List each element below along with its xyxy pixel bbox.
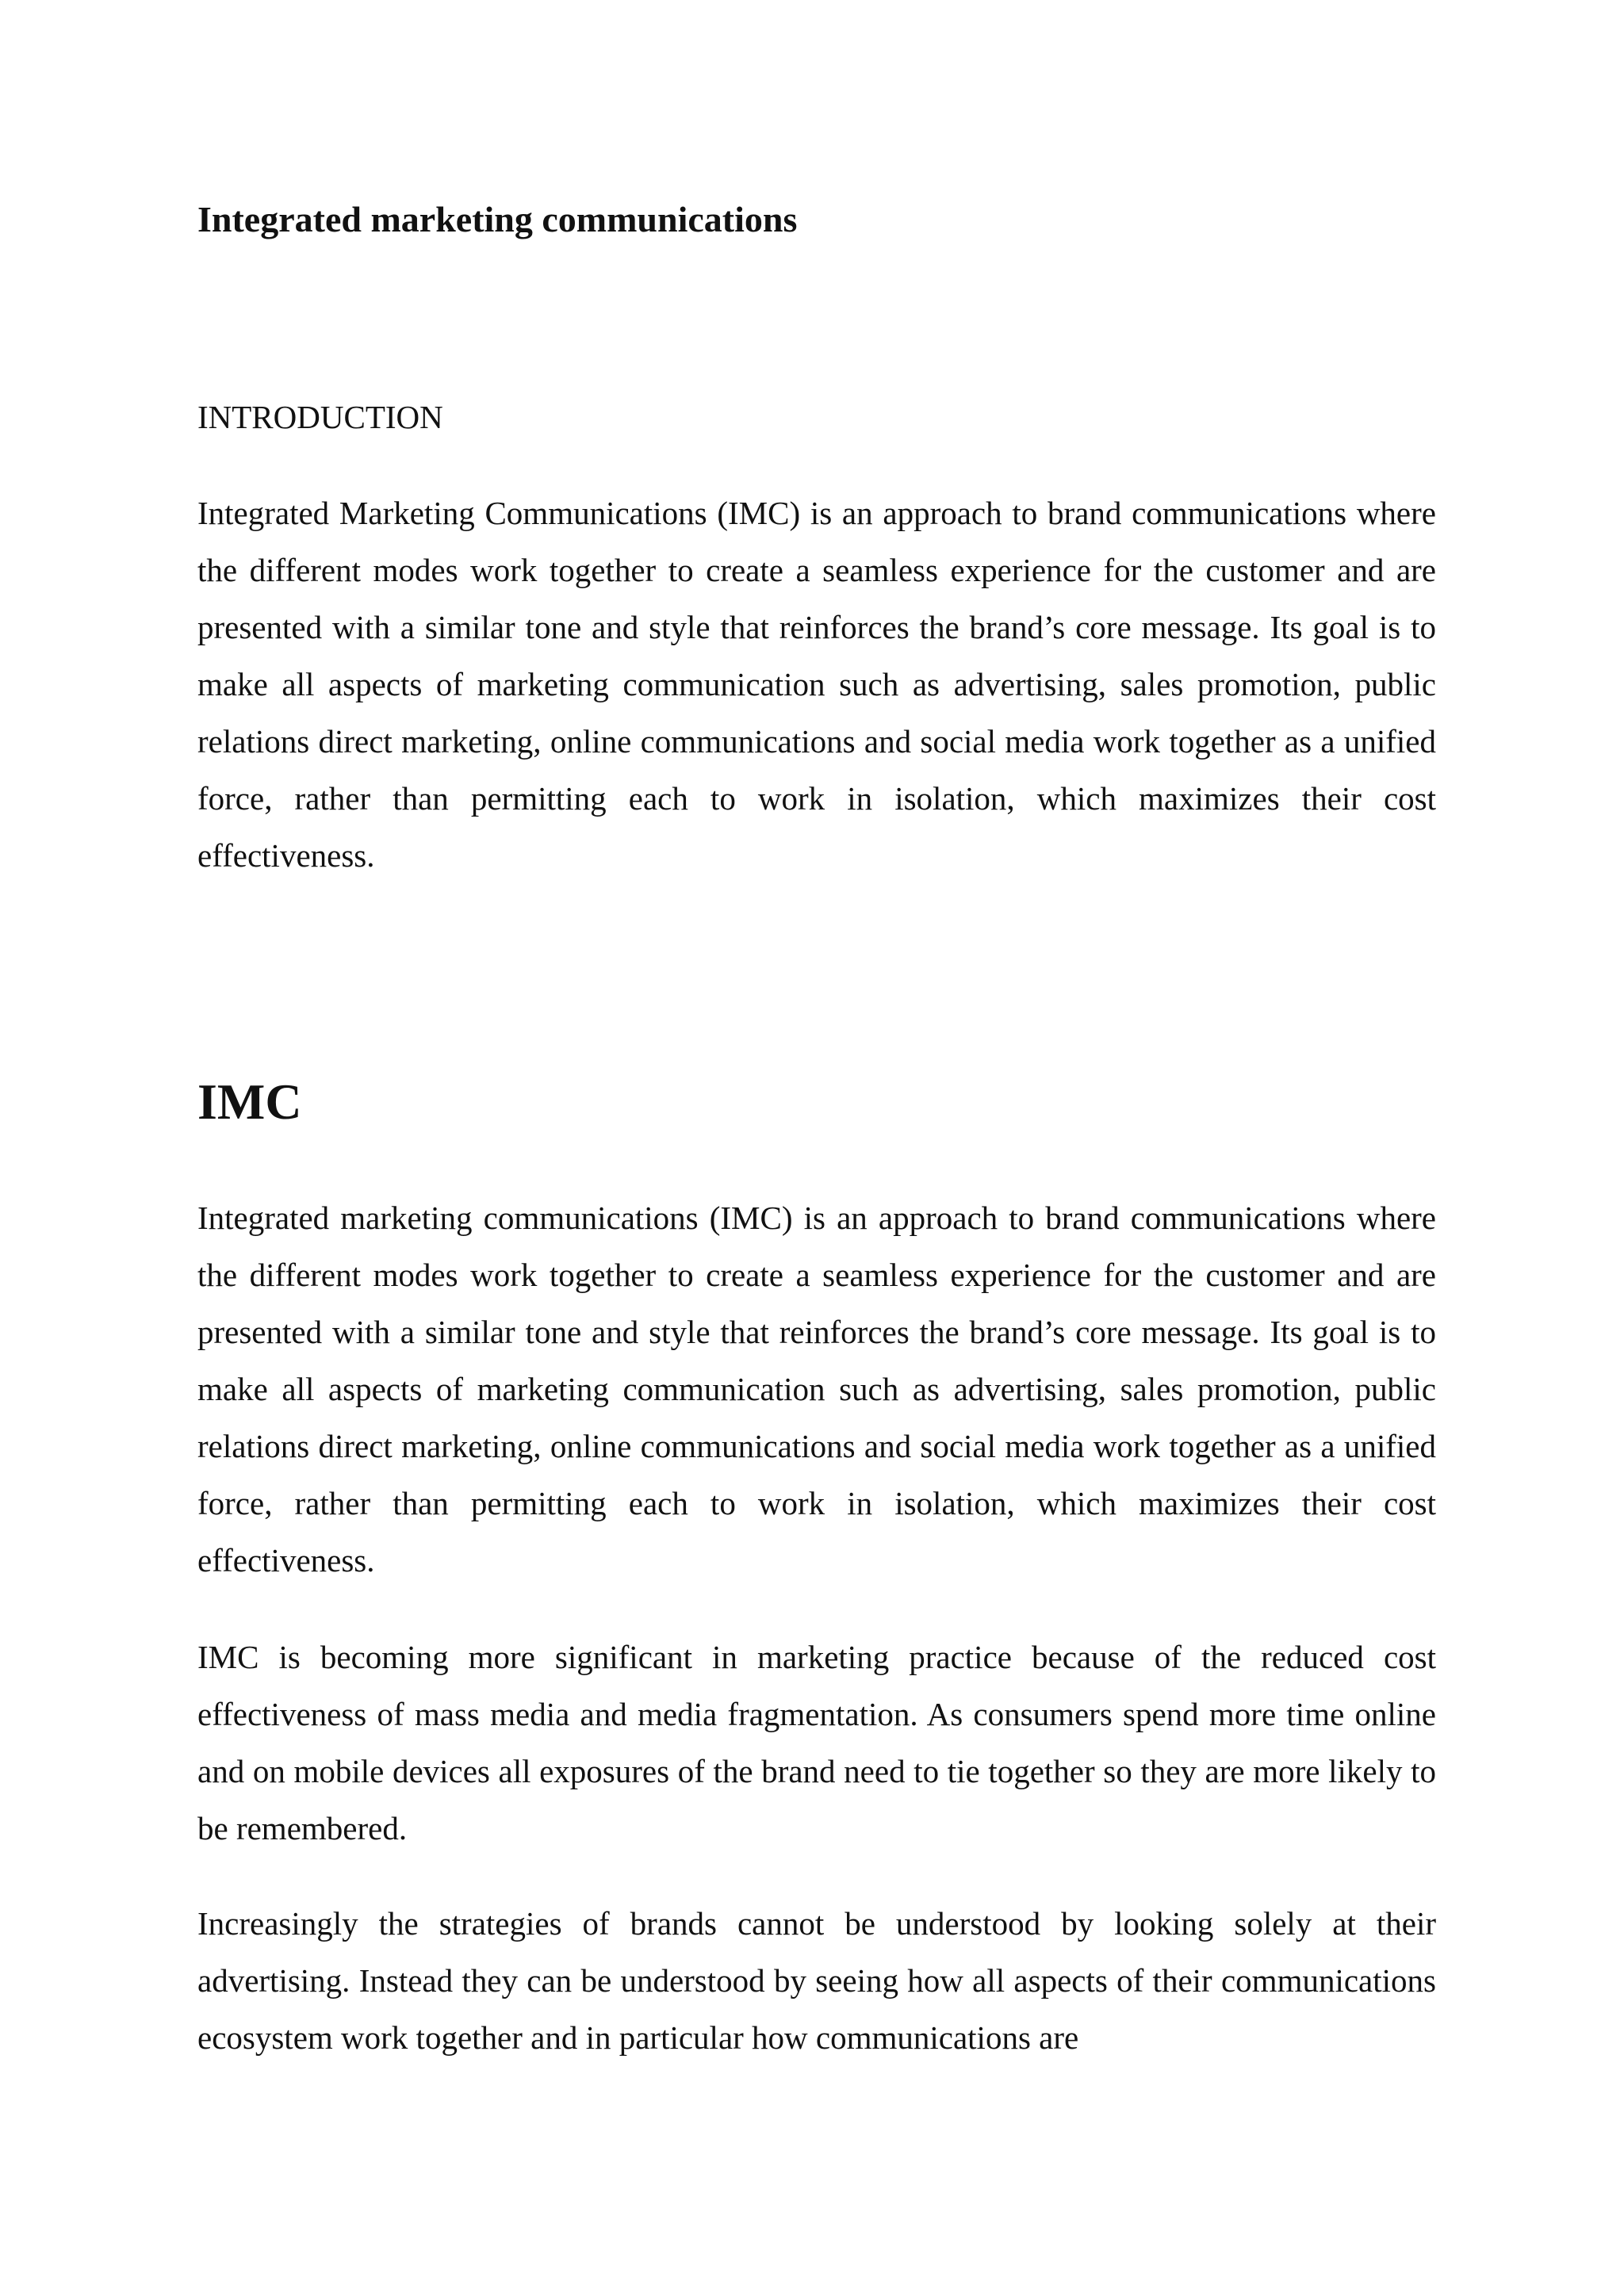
imc-heading: IMC <box>197 1073 302 1130</box>
imc-paragraph-1: Integrated marketing communications (IMC) is an approach to brand communications where the different modes work together to create a seamless experience for the customer and are presented with a similar tone and style that reinforces the brand’s core message. Its goal is to make all aspects of marketing communication such as advertising, sales promotion, public relations direct marketing, online communications and social media work together as a unified force, rather than permitting each to work in isolation, which maximizes their cost effectiveness. <box>197 1200 1436 1578</box>
imc-paragraph-2: IMC is becoming more significant in marketing practice because of the reduced cost effectiveness of mass media and media fragmentation. As consumers spend more time online and on mobile devices all exposures of the brand need to tie together so they are more likely to be remembered. <box>197 1639 1436 1846</box>
introduction-label: INTRODUCTION <box>197 399 443 435</box>
document-title: Integrated marketing communications <box>197 199 798 239</box>
imc-paragraph-3: Increasingly the strategies of brands cannot be understood by looking solely at their advertising. Instead they can be understood by seeing how all aspects of their communications ecosystem work together and in particular how communications are <box>197 1905 1436 2056</box>
introduction-paragraph: Integrated Marketing Communications (IMC) is an approach to brand communications where the different modes work together to create a seamless experience for the customer and are presented with a similar tone and style that reinforces the brand’s core message. Its goal is to make all aspects of marketing communication such as advertising, sales promotion, public relations direct marketing, online communications and social media work together as a unified force, rather than permitting each to work in isolation, which maximizes their cost effectiveness. <box>197 495 1436 874</box>
